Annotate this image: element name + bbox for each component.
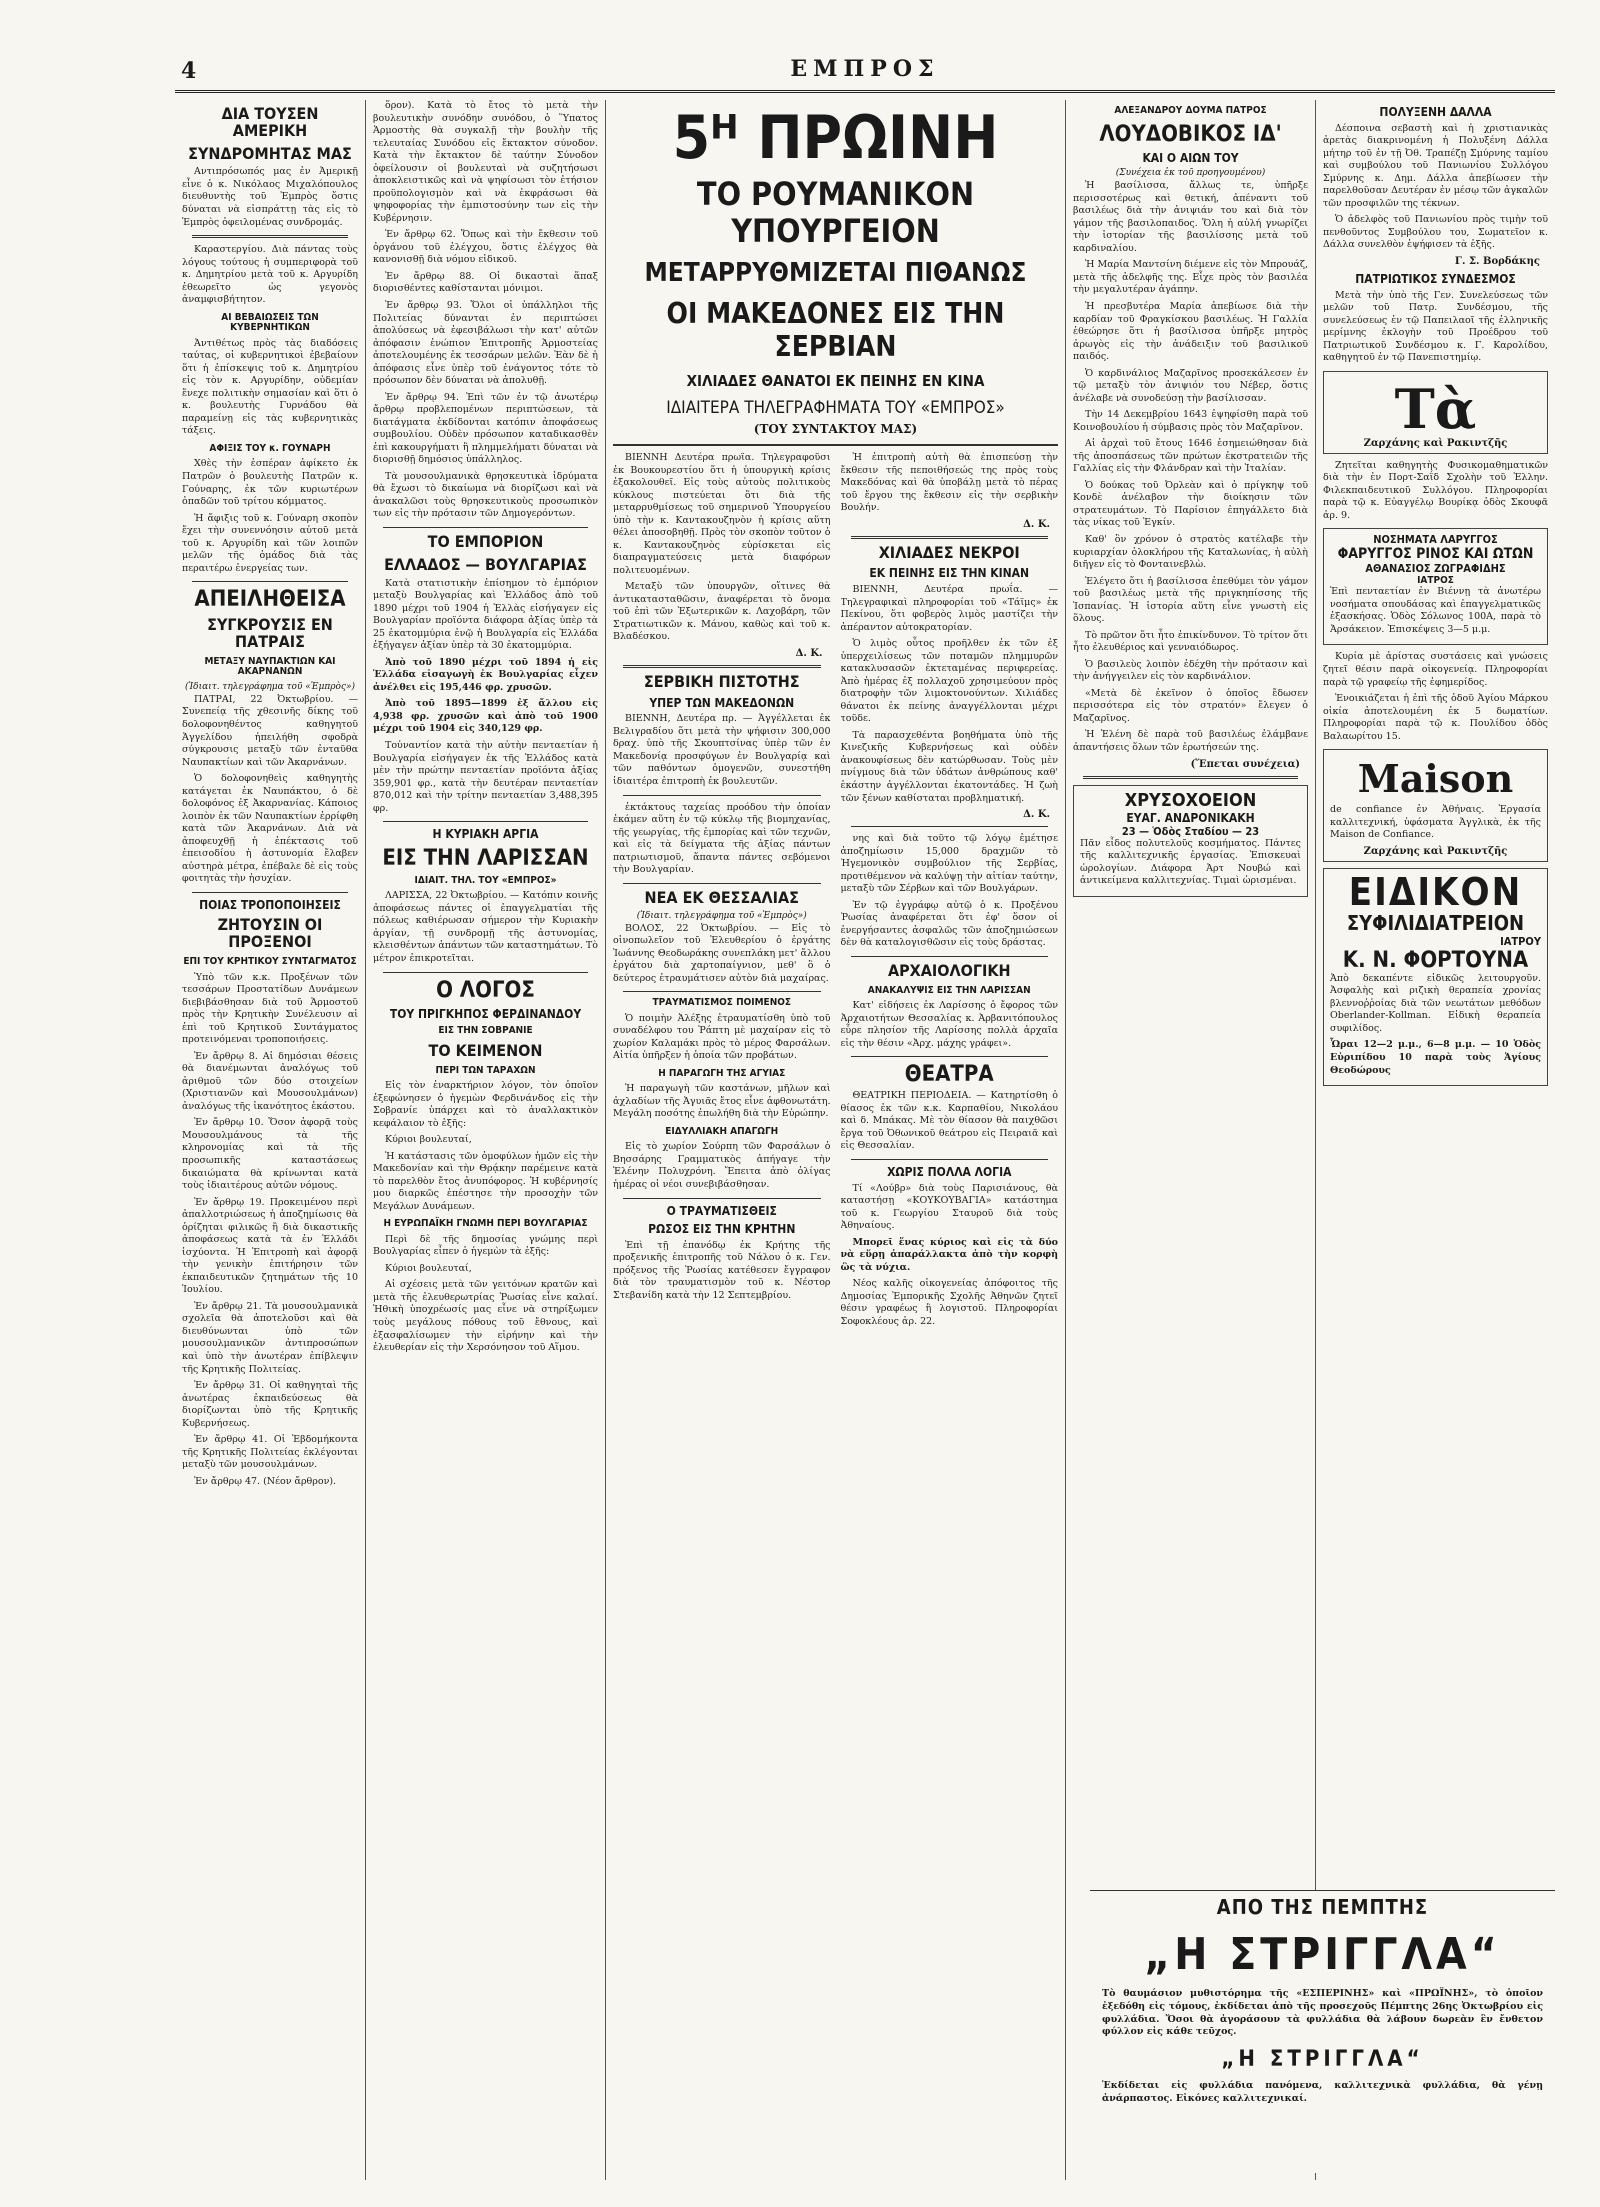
article-paragraph: Ἐν ἄρθρῳ 10. Ὅσον ἀφορᾷ τοὺς Μουσουλμάνους τὰ τῆς κληρονομίας καὶ τὰ τῆς προσωπικῆς καταστάσεως δικαιώματα θὰ κρίνωνται κατὰ τοὺς ἰδιαιτέρους αὐτῶν νόμους. (182, 1117, 358, 1192)
article-paragraph: ὅρον). Κατὰ τὸ ἔτος τὸ μετὰ τὴν βουλευτικὴν συνόδην συνόδου, ὁ Ὕπατος Ἁρμοστὴς θὰ συγκαλῇ τὴν βουλὴν τῆς τελευταίας Συνόδου εἰς ἔκτακτον σύνοδον. Κατὰ τὴν ἔκτακτον δὲ ταύτην Σύνοδον ὀφείλουσιν οἱ βουλευταὶ νὰ συζητήσωσι ἀποκλειστικῶς καὶ νὰ ψηφίσωσι τὸν ἐτήσιον προϋπολογισμὸν καὶ νὰ ἐκφράσωσι θὰ ψηφοφορίας τὴν ἐμπιστοσύνην των εἰς τὴν Κυβέρνησιν. (373, 100, 598, 224)
to-be-continued: (Ἕπεται συνέχεια) (1190, 758, 1300, 770)
jeweller-ad (1073, 785, 1308, 897)
serial-title: ΛΟΥΔΟΒΙΚΟΣ ΙΔ' (1099, 121, 1282, 147)
jeweller-title: ΧΡΥΣΟΧΟΕΙΟΝ (1124, 789, 1257, 811)
headline-famine-china: ΧΙΛΙΑΔΕΣ ΘΑΝΑΤΟΙ ΕΚ ΠΕΙΝΗΣ ΕΝ ΚΙΝΑ (686, 371, 985, 390)
article-paragraph: ΘΕΑΤΡΙΚΗ ΠΕΡΙΟΔΕΙΑ. — Κατηρτίσθη ὁ θίασος ἐκ τῶν κ.κ. Καρπαθίου, Νικολάου καὶ δ. Μπάκας. Μὲ τὸν θίασον θὰ παιχθῶσι ἔργα τοῦ Ὀθωνικοῦ θεάτρου εἰς Πειραιᾶ καὶ εἰς Θεσσαλίαν. (840, 1090, 1058, 1152)
article-paragraph: Ἐπὶ τῇ ἐπανόδῳ ἐκ Κρήτης τῆς προξενικῆς ἐπιτροπῆς τοῦ Νάλου ὁ κ. Γεν. πρόξενος τῆς Ῥωσίας κατέθεσεν ἔγγραφον διὰ τὸν τραυματισμὸν τοῦ κ. Νέστορ Στεβανίδη κατὰ τὴν 12 Σεπτεμβρίου. (613, 1239, 831, 1301)
article-paragraph: Τοὐναντίον κατὰ τὴν αὐτὴν πενταετίαν ἡ Βουλγαρία εἰσήγαγεν ἐκ τῆς Ἑλλάδος κατὰ μὲν τὴν πρώτην πενταετίαν προϊόντα ἀξίας 359,901 φρ., κατὰ τὴν δευτέραν πενταετίαν 870,012 καὶ τὴν τρίτην πενταετίαν 3,488,395 φρ. (373, 739, 598, 814)
article-paragraph: Κυρία μὲ ἀρίστας συστάσεις καὶ γνώσεις ζητεῖ θέσιν παρὰ οἰκογενείᾳ. Πληροφορίαι παρὰ τῷ γραφείῳ τῆς ἐφημερίδος. (1323, 651, 1548, 688)
heading-larissa: ΕΙΣ ΤΗΝ ΛΑΡΙΣΣΑΝ (382, 845, 589, 871)
article-paragraph: ΛΑΡΙΣΣΑ, 22 Ὀκτωβρίου. — Κατόπιν κοινῆς ἀποφάσεως πάντες οἱ ἐπαγγελματίαι τῆς πόλεως καθιέρωσαν σήμερον τὴν Κυριακὴν ἀργίαν, τῇ συνδρομῇ τῆς ἀστυνομίας, κλεισθέντων ἁπάντων τῶν καταστημάτων. Τὸ μέτρον ἐπικροτεῖται. (373, 890, 598, 964)
divider (623, 991, 821, 992)
heading-threatened: ΑΠΕΙΛΗΘΕΙΣΑ (194, 587, 346, 613)
heading-sobranie: ΕΙΣ ΤΗΝ ΣΟΒΡΑΝΙΕ (438, 1025, 533, 1037)
heading-serbian-loyalty: ΣΕΡΒΙΚΗ ΠΙΣΤΟΤΗΣ (643, 671, 800, 691)
signature: Γ. Σ. Βορδάκης (1454, 255, 1540, 267)
article-paragraph: Αἱ ἀρχαὶ τοῦ ἔτους 1646 ἐσημειώθησαν διὰ τῆς ἀποσπάσεως τῶν πρώτων ἐκστρατειῶν τῆς Γαλλίας εἰς τὴν Φλάνδραν καὶ τὴν Ἰταλίαν. (1073, 438, 1308, 475)
headline-romanian-ministry: ΤΟ ΡΟΥΜΑΝΙΚΟΝ ΥΠΟΥΡΓΕΙΟΝ (696, 175, 975, 250)
divider (851, 1056, 1049, 1057)
article-paragraph: Ἡ ἄφιξις τοῦ κ. Γούναρη σκοπὸν ἔχει τὴν συνεννόησιν αὐτοῦ μετὰ τοῦ κ. Αργυρίδη καὶ τῶν λοιπῶν μελῶν τῆς ὁμάδος διὰ τὰς περαιτέρω ἐνεργείας των. (182, 512, 358, 574)
article-paragraph: Κατὰ στατιστικὴν ἐπίσημον τὸ ἐμπόριον μεταξὺ Βουλγαρίας καὶ Ἑλλάδος ἀπὸ τοῦ 1890 μέχρι τοῦ 1904 ἡ Ἑλλὰς εἰσήγαγεν εἰς Βουλγαρίαν προϊόντα διάφορα ἀξίας ὑπὲρ τὰ 25 ἑκατομμύρια ἐνῷ ἡ Βουλγαρία εἰς Ἑλλάδα ἐξήγαγεν ἀξίαν ὑπὲρ τὰ 30 ἑκατομμύρια. (373, 577, 598, 652)
clinic-hours: Ὧραι 12—2 μ.μ., 6—8 μ.μ. — 10 Ὁδὸς Εὐριπίδου 10 παρὰ τοὺς Ἁγίους Θεοδώρους (1330, 1039, 1541, 1076)
heading-america: ΔΙΑ ΤΟΥΣΕΝ ΑΜΕΡΙΚΗ (221, 104, 319, 140)
article-paragraph: Ἐν ἄρθρῳ 31. Οἱ καθηγηταὶ τῆς ἀνωτέρας ἐκπαιδεύσεως θὰ διορίζωνται ὑπὸ τῆς Κρητικῆς Κυβερνήσεως. (182, 1380, 358, 1429)
serial-author: ΑΛΕΞΑΝΔΡΟΥ ΔΟΥΜΑ ΠΑΤΡΟΣ (1114, 105, 1267, 116)
heading-clash-patras: ΣΥΓΚΡΟΥΣΙΣ ΕΝ ΠΑΤΡΑΙΣ (207, 615, 333, 652)
article-paragraph: Αντιπρόσωπός μας ἐν Ἀμερικῇ εἶνε ὁ κ. Νικόλαος Μιχαλόπουλος διευθυντὴς τοῦ Ἐμπρὸς ὅστις δύναται νὰ εἰσπράττῃ τὰς εἰς τὸ Ἐμπρὸς ὀφειλομένας συνδρομάς. (182, 166, 358, 228)
article-paragraph: Ἀπὸ τοῦ 1890 μέχρι τοῦ 1894 ἡ εἰς Ἑλλάδα εἰσαγωγὴ ἐκ Βουλγαρίας εἶχεν ἀνέλθει εἰς 195,446 φρ. χρυσῶν. (373, 656, 598, 693)
article-paragraph: ἐκτάκτους ταχείας προόδου τὴν ὁποίαν ἐκάμεν αὕτη ἐν τῷ κύκλῳ τῆς βιομηχανίας, τῆς γεωργίας, τῆς ἐμπορίας καὶ τῶν τεχνῶν, καὶ εἰς τὰ δείγματα τῆς ἀξίας πάντων πατριωτισμοῦ, ἅπαντα πάντες σεβόμενοι τὴν Βουλγαρίαν. (613, 801, 831, 876)
column-5 (1315, 100, 1555, 2180)
divider (851, 956, 1049, 957)
columns (175, 100, 1555, 2180)
heading-wounded: Ο ΤΡΑΥΜΑΤΙΣΘΕΙΣ (666, 1203, 777, 1218)
article-paragraph: ΒΟΛΟΣ, 22 Ὀκτωβρίου. — Εἰς τὸ οἰνοπωλεῖον τοῦ Ἐλευθερίου ὁ ἐργάτης Ἰωάννης Θεοδωράκης συνεπλάκη μετ' ἄλλου ἐργάτου διὰ χαρτοπαίγνιον, μεθ' ὃ ὁ δεύτερος ἐτραυμάτισεν αὐτὸν διὰ μαχαίρας. (613, 922, 831, 984)
article-paragraph: Μετὰ τὴν ὑπὸ τῆς Γεν. Συνελεύσεως τῶν μελῶν τοῦ Πατρ. Συνδέσμου, τῆς συνελεύσεως ἐν τῷ Παπειλαοῖ τῆς ἐλληνικῆς μερίμνης ἐκλογὴν τοῦ Προέδρου τοῦ Πατριωτικοῦ Συνδέσμου κ. Γ. Καρολίδου, καθηγητοῦ ἐν τῷ Πανεπιστημίῳ. (1323, 289, 1548, 364)
divider (192, 235, 348, 238)
article-paragraph: Ἐν ἄρθρῳ 19. Προκειμένου περὶ ἀπαλλοτριώσεως ἡ ἀποζημίωσις θὰ ὁρίζηται φιλικῶς ἢ διὰ δικαστικῆς ἀποφάσεως κατὰ τὰ ἐν Ἑλλάδι ἰσχύοντα. Ἡ Ἐπιτροπὴ καὶ ἀφορᾷ τὴν γενικὴν ἐπιτήρησιν τῶν ἐκπαιδευτικῶν ζητημάτων τῆς 10 Ἰουλίου. (182, 1196, 358, 1296)
article-paragraph: Ἐλέγετο ὅτι ἡ βασίλισσα ἐπεθύμει τὸν γάμον τοῦ βασιλέως μετὰ τῆς πριγκηπίσσης τῆς Ἰσπανίας. Ἡ ἱστορία αὕτη εἶνε γνωστὴ εἰς ὅλους. (1073, 575, 1308, 625)
banner-title: „Η ΣΤΡΙΓΓΛΑ“ (1144, 1929, 1501, 1980)
divider (192, 581, 348, 582)
divider (192, 892, 348, 893)
article-paragraph: Ἐν τῷ ἐγγράφῳ αὐτῷ ὁ κ. Προξένου Ῥωσίας ἀναφέρεται ὅτι ἐφ' ὅσον οἱ ἐνεργήσαντες ἀσφαλῶς τῶν ἀποζημιώσεων δὲν θὰ καταλογισθῶσιν εἰς τοὺς δράστας. (840, 899, 1058, 949)
article-paragraph: Τὰ μουσουλμανικὰ θρησκευτικὰ ἱδρύματα θὰ ἔχωσι τὸ δικαίωμα νὰ διορίζωσι καὶ νὰ ἀνακαλῶσι τοὺς θρησκευτικοὺς προσωπικὸν των εἰς τὴν πρότασιν τῶν Δημογερόντων. (373, 470, 598, 520)
column-1 (175, 100, 365, 2180)
banner-title-2: „Η ΣΤΡΙΓΓΛΑ“ (1221, 2047, 1424, 2073)
article-paragraph: Περὶ δὲ τῆς δημοσίας γνώμης περὶ Βουλγαρίας εἶπεν ὁ ἡγεμὼν τὰ ἑξῆς: (373, 1233, 598, 1258)
heading-theatres: ΘΕΑΤΡΑ (904, 1062, 994, 1088)
article-paragraph: Ἐν ἄρθρῳ 93. Ὅλοι οἱ ὑπάλληλοι τῆς Πολιτείας δύνανται ἐν περιπτώσει ἀπολύσεως νὰ ἐφεσιβάλωσι τὴν κατ' αὐτῶν ἀπόφασιν ἐνώπιον Ἐπιτροπῆς Ἁρμοστείας ἀποτελουμένης ἐκ τεσσάρων μελῶν. Ἐὰν δὲ ἡ ἀπόφασις εἶνε ὑπὲρ τοῦ ἐνάγοντος τότε τὸ πρόσωπον δὲν δύναται νὰ ἀπολυθῇ. (373, 299, 598, 387)
article-paragraph: Ἡ βασίλισσα, ἄλλως τε, ὑπῆρξε περισσοτέρως καὶ θετική, ἀπέναντι τοῦ βασιλέως διὰ τὴν ἀνιψιάν του καὶ διὰ τὸν γάμον τῆς βασιλοπαιδος. Ὅλη ἡ αὐλή γνωρίζει τὴν ἱστορίαν τῆς βασιλίσσης μετὰ τοῦ καρδιναλίου. (1073, 180, 1308, 254)
page-number: 4 (181, 58, 197, 84)
article-paragraph: Ἡ Μαρία Μαντσίνη διέμενε εἰς τὸν Μπρουάζ, μετὰ τῆς ἀδελφῆς της. Εἶχε πρὸς τὸν βασιλέα τὴν μεγαλυτέραν ἀγάπην. (1073, 259, 1308, 296)
heading-cretan-constitution: ΕΠΙ ΤΟΥ ΚΡΗΤΙΚΟΥ ΣΥΝΤΑΓΜΑΤΟΣ (183, 956, 357, 968)
article-paragraph: Ὁ δολοφονηθεὶς καθηγητὴς κατάγεται ἐκ Ναυπάκτου, ὁ δὲ δολοφόνος ἐξ Ἀκαρνανίας. Κάποιος λοιπὸν ἐκ τῶν Ναυπακτίων ἐρρίφθη κατὰ τῶν Ἀκαρνάνων. Διὰ νὰ ἀποφευχθῇ ἡ ἐπέκτασις τοῦ ἐπεισοδίου ἡ ἀστυνομία ἔλαβεν αὐστηρὰ μέτρα, ἐπέβαλε δὲ εἰς τοὺς φοιτητὰς τὴν ἡσυχίαν. (182, 773, 358, 885)
banner-footer: Ἐκδίδεται εἰς φυλλάδια πανόμενα, καλλιτεχνικὰ φυλλάδια, θὰ γένῃ ἀνάρπαστος. Εἰκόνες καλλιτεχνικαί. (1102, 2080, 1543, 2105)
signature: Δ. Κ. (795, 647, 823, 659)
article-paragraph: Ἡ Ἑλένη δὲ παρὰ τοῦ βασιλέως ἐλάμβανε ἀπαντήσεις ὅλων τῶν ἐρωτήσεών της. (1073, 729, 1308, 753)
heading-assurances: ΑΙ ΒΕΒΑΙΩΣΕΙΣ ΤΩΝ ΚΥΒΕΡΝΗΤΙΚΩΝ (221, 311, 319, 334)
headline-reform: ΜΕΤΑΡΡΥΘΜΙΖΕΤΑΙ ΠΙΘΑΝΩΣ (644, 257, 1027, 288)
newspaper-title: ΕΜΠΡΟΣ (790, 56, 940, 82)
dispatch-note: ΙΔΙΑΙΤ. ΤΗΛ. ΤΟΥ «ΕΜΠΡΟΣ» (414, 874, 557, 886)
article-paragraph: Ἐν ἄρθρῳ 21. Τὰ μουσουλμανικὰ σχολεῖα θὰ ἀποτελοῦσι καὶ θὰ διευθύνωνται ὑπὸ τῶν μουσουλμανικῶν ἀντιπροσώπων καὶ ὑπὸ τὴν ἀνωτέραν ἐπίβλεψιν τῆς Κρητικῆς Πολιτείας. (182, 1300, 358, 1375)
ta-ad-firm: Ζαρχάνης καὶ Ρακιντζῆς (1363, 437, 1508, 449)
divider (383, 972, 588, 973)
doctor-ad (1323, 528, 1548, 645)
masthead (175, 52, 1555, 93)
heading-sunday-rest: Η ΚΥΡΙΑΚΗ ΑΡΓΙΑ (432, 827, 539, 842)
jeweller-name: ΕΥΑΓ. ΑΝΔΡΟΝΙΚΑΚΗ (1126, 810, 1255, 825)
article-paragraph: Ἡ ἐπιτροπὴ αὐτὴ θὰ ἐπισπεύσῃ τὴν ἔκθεσιν τῆς πεποιθήσεώς της πρὸς τοὺς Μακεδόνας καὶ θὰ ὑποβάλῃ μετὰ τὸ πέρας τοῦ ἔργου της ἔκθεσιν εἰς τὴν σερβικὴν Βουλήν. (840, 451, 1058, 514)
heading-without-many-words: ΧΩΡΙΣ ΠΟΛΛΑ ΛΟΓΙΑ (887, 1165, 1012, 1179)
article-paragraph: Ἐν ἄρθρῳ 47. (Νέον ἄρθρον). (194, 1475, 337, 1487)
heading-shepherd-injury: ΤΡΑΥΜΑΤΙΣΜΟΣ ΠΟΙΜΕΝΟΣ (652, 997, 792, 1009)
article-paragraph: Χθὲς τὴν ἑσπέραν ἀφίκετο ἐκ Πατρῶν ὁ βουλευτὴς Πατρῶν κ. Γούναρης, ἐκ τῶν κυριωτέρων ὀπαδῶν τοῦ τρίτου κόμματος. (182, 458, 358, 508)
heading-nafpaktians: ΜΕΤΑΞΥ ΝΑΥΠΑΚΤΙΩΝ ΚΑΙ ΑΚΑΡΝΑΝΩΝ (204, 655, 336, 678)
heading-text: ΤΟ ΚΕΙΜΕΝΟΝ (428, 1040, 543, 1060)
divider (623, 665, 821, 668)
heading-thousands-dead: ΧΙΛΙΑΔΕΣ ΝΕΚΡΟΙ (878, 542, 1020, 562)
article-paragraph: Κατ' εἰδήσεις ἐκ Λαρίσσης ὁ ἔφορος τῶν Ἀρχαιοτήτων Θεσσαλίας κ. Ἀρβανιτόπουλος εὗρε πλησίον τῆς Λαρίσσης πολλὰ ἀρχαῖα εἰς τὴν θέσιν «Ἀρχ. μάχης γράφει». (840, 1000, 1058, 1049)
jeweller-text: Πᾶν εἶδος πολυτελοῦς κοσμήματος. Πάντες τῆς καλλιτεχνικῆς ἐργασίας. Ἐπισκευαὶ ὡρολογίων. Διάφορα Ἀρτ Νουβώ καὶ ἀντικείμενα καλλιτεχνίας. Τιμαὶ ὡρισμέναι. (1080, 837, 1301, 887)
article-paragraph: Ἀπὸ τοῦ 1895—1899 ἐξ ἄλλου εἰς 4,938 φρ. χρυσῶν καὶ ἀπὸ τοῦ 1900 μέχρι τοῦ 1904 εἰς 340,129 φρ. (373, 698, 598, 735)
headline-telegrams: ΙΔΙΑΙΤΕΡΑ ΤΗΛΕΓΡΑΦΗΜΑΤΑ ΤΟΥ «ΕΜΠΡΟΣ» (666, 397, 1005, 418)
article-paragraph: Ὁ βασιλεὺς λοιπὸν ἐδέχθη τὴν πρότασιν καὶ τὴν ἀνήγγειλεν εἰς τὸν καρδινάλιον. (1073, 658, 1308, 683)
maison-title: Maison (1357, 756, 1514, 802)
article-paragraph: Ὁ καρδινάλιος Μαζαρῖνος προσεκάλεσεν ἐν τῷ μεταξὺ τὸν ἀνιψιόν του Νέβερ, ὅστις ἀνέλαβε νὰ συνοδεύσῃ τὴν βασίλισσαν. (1073, 367, 1308, 404)
article-paragraph: Καθ' ὃν χρόνον ὁ στρατὸς κατέλαβε τὴν κυριαρχίαν ὁλοκλήρου τῆς Καταλωνίας, ἡ αὐλὴ διῆγεν εἰς τὸ Φονταινεβλὼ. (1073, 534, 1308, 571)
article-paragraph: Μεταξὺ τῶν ὑπουργῶν, οἵτινες θὰ ἀντικατασταθῶσιν, ἀναφέρεται τὸ ὄνομα τοῦ ἐπὶ τῶν Ἐξωτερικῶν κ. Λαχοβάρη, τῶν Στρατιωτικῶν κ. Μάνου, καθὼς καὶ τοῦ κ. Βλαδέσκου. (613, 581, 831, 643)
heading-russian-crete: ΡΩΣΟΣ ΕΙΣ ΤΗΝ ΚΡΗΤΗΝ (648, 1222, 796, 1237)
article-paragraph: Ὁ ἀδελφὸς τοῦ Πανιωνίου πρὸς τιμὴν τοῦ πενθοῦντος Συμβούλου του, Σωματεῖον κ. Δάλλα συνελθὸν ἐψήφισεν τὰ ἑξῆς. (1323, 214, 1548, 251)
column-2 (365, 100, 605, 2180)
article-paragraph: Ὑπὸ τῶν κ.κ. Προξένων τῶν τεσσάρων Προστατίδων Δυνάμεων διεβιβάσθησαν διὰ τοῦ Ἁρμοστοῦ πρὸς τὴν Κρητικὴν Συνέλευσιν αἱ ἐπὶ τοῦ Κρητικοῦ Συντάγματος προτεινόμεναι τροποποιήσεις. (182, 971, 358, 1046)
article-paragraph: ΒΙΕΝΝΗ Δευτέρα πρωΐα. Τηλεγραφοῦσι ἐκ Βουκουρεστίου ὅτι ἡ ὑπουργικὴ κρίσις ἐξακολουθεῖ. Εἰς τοὺς αὐτοὺς πολιτικοὺς κύκλους πιστεύεται ὅτι διὰ τῆς μεταρρυθμίσεως τοῦ σημερινοῦ Ὑπουργείου ὑπὸ τὴν κ. Καντακουζηνὸν ἡ κρίσις αὕτη θέλει ἀποσοβηθῇ. Πρὸς τὸν σκοπὸν τοῦτον ὁ κ. Καντακουζηνὸς εὑρίσκεται εἰς διαπραγματεύσεις μετὰ διαφόρων πολιτευομένων. (613, 451, 831, 576)
lead-left (613, 452, 831, 1332)
heading-greece-bulgaria: ΕΛΛΑΔΟΣ — ΒΟΥΛΓΑΡΙΑΣ (384, 554, 587, 574)
heading-famine-china-article: ΕΚ ΠΕΙΝΗΣ ΕΙΣ ΤΗΝ ΚΙΝΑΝ (869, 566, 1030, 581)
article-paragraph: Ὁ δούκας τοῦ Ὀρλεὰν καὶ ὁ πρίγκηψ τοῦ Κονδὲ ἀνέλαβον τὴν διοίκησιν τῶν στρατευμάτων. Τὸ Παρίσιον ἐπηγάλλετο διὰ τὰς νίκας τοῦ Ἐγκίν. (1073, 479, 1308, 529)
doctor-ad-specialty: ΝΟΣΗΜΑΤΑ ΛΑΡΥΓΓΟΣ (1373, 533, 1498, 547)
article-paragraph: Κύριοι βουλευταί, (385, 1262, 472, 1274)
heading-trade: ΤΟ ΕΜΠΟΡΙΟΝ (427, 532, 544, 551)
article-paragraph: Ἐν ἄρθρῳ 94. Ἐπὶ τῶν ἐν τῷ ἀνωτέρῳ ἄρθρῳ προβλεπομένων περιπτώσεων, τὰ διατάγματα ἐκδίδονται κατόπιν ἀποφάσεως συμβουλίου. Οὐδὲν πρόσωπον καταδικασθὲν ἐπὶ κακουργήματι ἢ πλημμελήματι δύναται νὰ διορισθῇ δημόσιος ὑπάλληλος. (373, 391, 598, 466)
column-4 (1065, 100, 1315, 2180)
article-paragraph: Δέσποινα σεβαστὴ καὶ ἡ χριστιανικὰς ἀρετὰς διακρινομένη ἡ Πολυξένη Δάλλα μήτηρ τοῦ ἐν τῇ Ὀθ. Τραπέζῃ Σμύρνης ταμίου καὶ συμβούλου τοῦ Πανιωνίου Συλλόγου Σμύρνης κ. Δημ. Δάλλα ἀπεβίωσεν τὴν παρελθοῦσαν Δευτέραν ἐν μέσῳ τῶν ἀγκαλῶν τῶν προσφιλῶν της τέκνων. (1323, 122, 1548, 209)
heading-for-macedonians: ΥΠΕΡ ΤΩΝ ΜΑΚΕΔΟΝΩΝ (649, 695, 795, 710)
maison-firm: Ζαρχάνης καὶ Ρακιντζῆς (1363, 845, 1508, 857)
divider (623, 883, 821, 884)
jeweller-address: 23 — Ὁδὸς Σταδίου — 23 (1121, 824, 1260, 838)
serial-banner-ad (1090, 1890, 1555, 2173)
heading-patriotic-league: ΠΑΤΡΙΩΤΙΚΟΣ ΣΥΝΔΕΣΜΟΣ (1355, 271, 1516, 286)
clinic-title: ΕΙΔΙΚΟΝ (1348, 869, 1523, 914)
signature: Δ. Κ. (1023, 518, 1050, 530)
divider (623, 1198, 821, 1199)
article-paragraph: Ὁ λιμὸς οὗτος προῆλθεν ἐκ τῶν ἐξ ὑπερχειλίσεως τῶν ποταμῶν πλημμυρῶν κατακλυσασῶν ἐκτεταμένας περιφερείας. Ἀπὸ ἡμέρας ἐξ πολλαχοῦ χρησιμεύουν πρὸς διατροφὴν τῶν λιμοκτονούντων. Χιλιάδες θάνατοι ἐκ πείνης ἀναγγέλλονται μέχρι τοῦδε. (840, 638, 1058, 725)
serial-subtitle: ΚΑΙ Ο ΑΙΩΝ ΤΟΥ (1142, 150, 1239, 165)
dispatch-note: (Ἰδιαιτ. τηλεγράφημα τοῦ «Ἐμπρὸς») (184, 681, 356, 692)
heading-subscribers: ΣΥΝΔΡΟΜΗΤΑΣ ΜΑΣ (188, 143, 352, 163)
divider (851, 536, 1049, 539)
article-paragraph: Ὁ ποιμὴν Ἀλέξης ἐτραυματίσθη ὑπὸ τοῦ συναδέλφου του Ῥάπτη μὲ μαχαίραν εἰς τὸ χωρίον Καλαμάκι πρὸς τὸ μέρος Φαρσάλων. Αἰτία ὑπῆρξεν ἡ ὁποία τῶν προβάτων. (613, 1012, 831, 1062)
maison-text: de confiance ἐν Ἀθήναις. Ἐργασία καλλιτεχνική, ὑφάσματα Ἀγγλικὰ, ἐκ τῆς Maison de Confiance. (1330, 804, 1541, 841)
article-paragraph: Ἐν ἄρθρῳ 88. Οἱ δικασταὶ ἅπαξ διορισθέντες καθίστανται μόνιμοι. (373, 270, 598, 295)
divider (1083, 776, 1298, 779)
heading-consuls: ΖΗΤΟΥΣΙΝ ΟΙ ΠΡΟΞΕΝΟΙ (217, 915, 323, 952)
article-paragraph: Ἐνοικιάζεται ἡ ἐπὶ τῆς ὁδοῦ Ἀγίου Μάρκου οἰκία ἀποτελουμένη ἐκ 5 δωματίων. Πληροφορίαι παρὰ τῷ κ. Πουλίδου ὁδὸς Βαλαωρίτου 15. (1323, 693, 1548, 742)
article-paragraph: Εἰς τὸ χωρίον Σούρπη τῶν Φαρσάλων ὁ Βησσάρης Γραμματικὸς ἀπήγαγε τὴν Ἑλένην Πολυχρόνη. Ἔπειτα ἀπὸ ὀλίγας ἡμέρας οἱ νέοι συνεβιβάσθησαν. (613, 1141, 831, 1190)
headline-macedonians-serbia: ΟΙ ΜΑΚΕΔΟΝΕΣ ΕΙΣ ΤΗΝ ΣΕΡΒΙΑΝ (666, 296, 1005, 364)
article-paragraph: Ἡ κατάστασις τῶν ὁμοφύλων ἡμῶν εἰς τὴν Μακεδονίαν καὶ τὴν Θρᾴκην παρέμεινε κατὰ τὸ παρελθὸν ἔτος ἀνυπόφορος. Ἡ κυβέρνησίς μου διαρκῶς ἐπέστησε τὴν προσοχὴν τῶν Μεγάλων Δυνάμεων. (373, 1150, 598, 1212)
column-3 (605, 100, 1065, 2180)
lead-articles (613, 452, 1058, 1332)
heading-ferdinand: ΤΟΥ ΠΡΙΓΚΗΠΟΣ ΦΕΡΔΙΝΑΝΔΟΥ (389, 1006, 582, 1021)
banner-top: ΑΠΟ ΤΗΣ ΠΕΜΠΤΗΣ (1216, 1895, 1429, 1919)
article-paragraph: Αἱ σχέσεις μετὰ τῶν γειτόνων κρατῶν καὶ μετὰ τῆς ἐλευθερωτρίας Ῥωσίας εἶνε καλαί. Ἠθικὴ ὑποχρέωσίς μας εἶνε νὰ στηρίξωμεν τοὺς μεγάλους πόθους τοῦ ἔθνους, καὶ ἐξασφαλίσωμεν τὴν εἰρήνην καὶ τὴν ἐλευθερίαν εἰς τὴν Χερσόνησον τοῦ Αἵμου. (373, 1279, 598, 1354)
article-paragraph: Νέος καλῆς οἰκογενείας ἀπόφοιτος τῆς Δημοσίας Ἐμπορικῆς Σχολῆς Ἀθηνῶν ζητεῖ θέσιν γραφέως ἢ λογιστοῦ. Πληροφορίαι Σοφοκλέους ἀρ. 22. (840, 1278, 1058, 1327)
doctor-ad-name: ΑΘΑΝΑΣΙΟΣ ΖΩΓΡΑΦΙΔΗΣ (1365, 562, 1506, 576)
article-paragraph: Ἡ πρεσβυτέρα Μαρία ἀπεβίωσε διὰ τὴν καρδίαν τοῦ Φραγκίσκου βασιλέως. Ἡ Γαλλία ἐθεώρησε ὅτι ἡ βασίλισσα ὑπῆρξε μητρὸς ἀρωγὸς εἰς τὴν ἀνάδειξιν τοῦ βασιλικοῦ παιδός. (1073, 300, 1308, 363)
divider (383, 821, 588, 822)
heading-amendments: ΠΟΙΑΣ ΤΡΟΠΟΠΟΙΗΣΕΙΣ (199, 897, 341, 912)
article-paragraph: νης καὶ διὰ τοῦτο τῷ λόγῳ ἐμέτησε ἀποζημίωσιν 15,000 δραχμῶν τὸ Ἡγεμονικὸν συμβούλιον τῆς Σερβίας, προτιθέμενον νὰ καλύψῃ τὴν αἰτίαν ταύτην, μεταξὺ τῶν Σέρβων καὶ τῶν Βουλγάρων. (840, 833, 1058, 895)
doctor-ad-specialty-2: ΦΑΡΥΓΓΟΣ ΡΙΝΟΣ ΚΑΙ ΩΤΩΝ (1337, 546, 1534, 563)
lead-headline-block (613, 103, 1058, 446)
doctor-ad-text: Ἐπὶ πενταετίαν ἐν Βιέννῃ τὰ ἀνωτέρω νοσήματα σπουδάσας καὶ ἐπαγγελματικῶς ἐξασκήσας. Ὁδὸς Σόλωνος 100Α, παρὰ τὸ Ἀρσάκειον. Ἐπισκέψεις 3—5 μ.μ. (1330, 586, 1541, 635)
serial-continuation: (Συνέχεια ἐκ τοῦ προηγουμένου) (1115, 168, 1266, 179)
heading-thessaly-news: ΝΕΑ ΕΚ ΘΕΣΣΑΛΙΑΣ (644, 887, 799, 907)
article-paragraph: Ζητεῖται καθηγητὴς Φυσικομαθηματικῶν διὰ τὴν ἐν Πορτ-Σαΐδ Σχολὴν τοῦ Ἑλλην. Φιλεκπαιδευτικοῦ Συλλόγου. Πληροφορίαι παρὰ τῷ κ. Εὐαγγέλῳ Βουρίκᾳ ὁδὸς Σκουφᾶ ἀρ. 9. (1323, 459, 1548, 521)
heading-agyia-produce: Η ΠΑΡΑΓΩΓΗ ΤΗΣ ΑΓΥΙΑΣ (658, 1067, 786, 1079)
doctor-ad-title: ΙΑΤΡΟΣ (1417, 575, 1454, 587)
article-paragraph: Τί «Λούβρ» διὰ τοὺς Παρισιάνους, θὰ καταστήσῃ «ΚΟΥΚΟΥΒΑΓΙΑ» κατάστημα τοῦ κ. Γεωργίου Σταυροῦ διὰ τοὺς Ἀθηναίους. (840, 1182, 1058, 1232)
divider (383, 527, 588, 528)
divider (851, 826, 1049, 827)
clinic-title-2: ΣΥΦΙΛΙΔΙΑΤΡΕΙΟΝ (1346, 910, 1525, 935)
article-paragraph: Ἐν ἄρθρῳ 8. Αἱ δημόσιαι θέσεις θὰ διανέμωνται ἀναλόγως τοῦ ἀριθμοῦ τῶν δύο στοιχείων (Χριστιανῶν καὶ Μουσουλμάνων) ἀναλόγως τῆς ἱκανότητος ἑκάστου. (182, 1050, 358, 1112)
heading-unrest: ΠΕΡΙ ΤΩΝ ΤΑΡΑΧΩΝ (435, 1064, 536, 1076)
article-paragraph: Κύριοι βουλευταί, (385, 1134, 472, 1146)
article-paragraph: Ἐν ἄρθρῳ 41. Οἱ Ἐβδομήκοντα τῆς Κρητικῆς Πολιτείας ἐκλέγονται μεταξὺ τῶν μουσουλμάνων. (182, 1434, 358, 1471)
article-paragraph: ΒΙΕΝΝΗ, Δευτέρα πρωΐα. — Τηλεγραφικαὶ πληροφορίαι τοῦ «Τάϊμς» ἐκ Πεκίνου, ὅτι φοβερὸς λιμὸς μαστίζει τὴν ἀπέραντον αὐτοκρατορίαν. (840, 584, 1058, 633)
heading-gounaris: ΑΦΙΞΙΣ ΤΟΥ κ. ΓΟΥΝΑΡΗ (209, 442, 331, 454)
article-paragraph: Καραστεργίου. Διὰ πάντας τοὺς λόγους τούτους ἡ συμπεριφορὰ τοῦ κ. Δημητρίου μετὰ τοῦ κ. Αργυρίδη ἐθεωρεῖτο ὡς γεγονὸς ἀναμφισβήτητον. (182, 244, 358, 306)
divider (623, 795, 821, 796)
edition-headline: 5ᴴ ΠΡΩΙΝΗ (672, 103, 999, 173)
ta-ad (1323, 371, 1548, 454)
maison-ad (1323, 749, 1548, 862)
signature: Δ. Κ. (1023, 809, 1050, 821)
article-paragraph: Εἰς τὸν ἐναρκτήριον λόγον, τὸν ὁποῖον ἐξεφώνησεν ὁ ἡγεμὼν Φερδινάνδος εἰς τὴν Σοβρανίε ὑπάρχει καὶ τὸ ἀναλλακτικὸν κεφάλαιον τὸ ἑξῆς: (373, 1080, 598, 1129)
heading-archaeological: ΑΡΧΑΙΟΛΟΓΙΚΗ (887, 960, 1011, 980)
ta-ad-title: Τὰ (1394, 376, 1477, 441)
dispatch-note: (Ἰδιαιτ. τηλεγράφημα τοῦ «Ἐμπρὸς») (636, 910, 807, 921)
clinic-ad (1323, 868, 1548, 1086)
heading-speech: Ο ΛΟΓΟΣ (436, 977, 535, 1003)
article-paragraph: Ἀντιθέτως πρὸς τὰς διαδόσεις ταύτας, οἱ κυβερνητικοὶ ἐβεβαίουν ὅτι ἡ ἐπίσκεψις τοῦ κ. Δημητρίου εἰς τὸν κ. Αργυρίδην, οὐδεμίαν ἔνεχε πολιτικὴν σημασίαν καὶ ὅτι ὁ κ. βουλευτὴς Γυρνάδου θὰ παραμείνῃ εἰς τὰς κυβερνητικὰς τάξεις. (182, 337, 358, 437)
clinic-text: Ἀπὸ δεκαπέντε εἰδικῶς λειτουργοῦν. Ἀσφαλὴς καὶ ριζικὴ θεραπεία χρονίας βλεννοῤῥοίας διὰ τῶν νεωτάτων μεθόδων Oberlander-Kollman. Εἰδικὴ θεραπεία συφιλίδος. (1330, 972, 1541, 1034)
clinic-doctor-label: ΙΑΤΡΟΥ (1500, 934, 1541, 948)
headline-correspondent: (ΤΟΥ ΣΥΝΤΑΚΤΟΥ ΜΑΣ) (753, 421, 918, 436)
article-paragraph: Ἐν ἄρθρῳ 62. Ὅπως καὶ τὴν ἔκθεσιν τοῦ ὀργάνου τοῦ ἐλέγχου, ὅστις ἐλέγχος θὰ κανονισθῇ διὰ νόμου εἰδικοῦ. (373, 229, 598, 266)
banner-text: Τὸ θαυμάσιον μυθιστόρημα τῆς «ΕΣΠΕΡΙΝΗΣ» καὶ «ΠΡΩΪΝΗΣ», τὸ ὁποῖον ἐξεδόθη εἰς τόμους, ἐκδίδεται ἀπὸ τῆς προσεχοῦς Πέμπτης 26ης Ὀκτωβρίου εἰς φυλλάδια. Ὅσοι θὰ ἀγοράσουν τὰ φυλλάδια θὰ λάβουν δωρεὰν ἓν ἔνθετον φύλλον εἰς κάθε τεῦχος. (1102, 1988, 1543, 2038)
article-paragraph: «Μετὰ δὲ ἐκεῖνον ὁ ὁποῖος ἔδωσεν περισσότερα εἰς τὸν στρατόν» ἔλεγεν ὁ Μαζαρῖνος. (1073, 687, 1308, 724)
heading-obituary: ΠΟΛΥΞΕΝΗ ΔΑΛΛΑ (1379, 105, 1492, 119)
clinic-doctor-name: Κ. Ν. ΦΟΡΤΟΥΝΑ (1342, 947, 1529, 973)
article-paragraph: Ἡ παραγωγὴ τῶν καστάνων, μῆλων καὶ ἀχλαδίων τῆς Ἀγυιᾶς ἔτος εἶνε ἀφθονωτάτη. Μεγάλη ποσότης ἐπωλήθη διὰ τὴν Εὐρώπην. (613, 1083, 831, 1120)
heading-elopement: ΕΙΔΥΛΛΙΑΚΗ ΑΠΑΓΩΓΗ (665, 1125, 779, 1137)
heading-european-opinion: Η ΕΥΡΩΠΑΪΚΗ ΓΝΩΜΗ ΠΕΡΙ ΒΟΥΛΓΑΡΙΑΣ (383, 1218, 588, 1230)
article-paragraph: ΒΙΕΝΝΗ, Δευτέρα πρ. — Ἀγγέλλεται ἐκ Βελιγραδίου ὅτι μετὰ τὴν ψήφισιν 300,000 δραχ. ὑπὸ τῆς Σκουπτσίνας ὑπὲρ τῶν ἐν Μακεδονίᾳ προσφύγων ἐν Βουλγαρίᾳ καὶ τῶν παθόντων ὁμογενῶν, συνεστήθη ἰδιαιτέρα ἐπιτροπὴ ἐκ βουλευτῶν. (613, 713, 831, 787)
article-paragraph: Τὰ παρασχεθέντα βοηθήματα ὑπὸ τῆς Κινεζικῆς Κυβερνήσεως καὶ οὐδὲν ἀνακουφίσεως δὲν κατώρθωσαν. Τοὺς μὲν πνίγμους διὰ τῶν ὑδάτων ἀνθρώπους καθ' ἑκάστην ἀγγέλλονται ἐκατοντάδες. Ἡ ζωὴ τῶν ξένων καθίσταται προβληματική. (840, 729, 1058, 804)
divider (851, 1159, 1049, 1160)
article-paragraph: Τὴν 14 Δεκεμβρίου 1643 ἐψηφίσθη παρὰ τοῦ Κοινοβουλίου ἡ σύμβασις πρὸς τὸν Μαζαρῖνον. (1073, 409, 1308, 433)
lead-right (841, 452, 1059, 1332)
heading-discovery-larissa: ΑΝΑΚΑΛΥΨΙΣ ΕΙΣ ΤΗΝ ΛΑΡΙΣΣΑΝ (867, 984, 1031, 996)
article-paragraph: Μπορεῖ ἕνας κύριος καὶ εἰς τὰ δύο νὰ εὕρῃ ἀπαράλλακτα ἀπὸ τὴν κορφὴ ὣς τὰ νύχια. (840, 1236, 1058, 1273)
article-paragraph: Τὸ πρῶτον ὅτι ἦτο ἐπικίνδυνον. Τὸ τρίτον ὅτι ἦτο ἐλευθέριος καὶ γενναιόδωρος. (1073, 629, 1308, 654)
article-paragraph: ΠΑΤΡΑΙ, 22 Ὀκτωβρίου. — Συνεπείᾳ τῆς χθεσινῆς δίκης τοῦ δολοφονηθέντος καθηγητοῦ Ἀγγελίδου ἠπειλήθη σφοδρὰ σύγκρουσις μεταξὺ τῶν ἐνταῦθα Ναυπακτίων καὶ τῶν Ἀκαρνάνων. (182, 693, 358, 768)
